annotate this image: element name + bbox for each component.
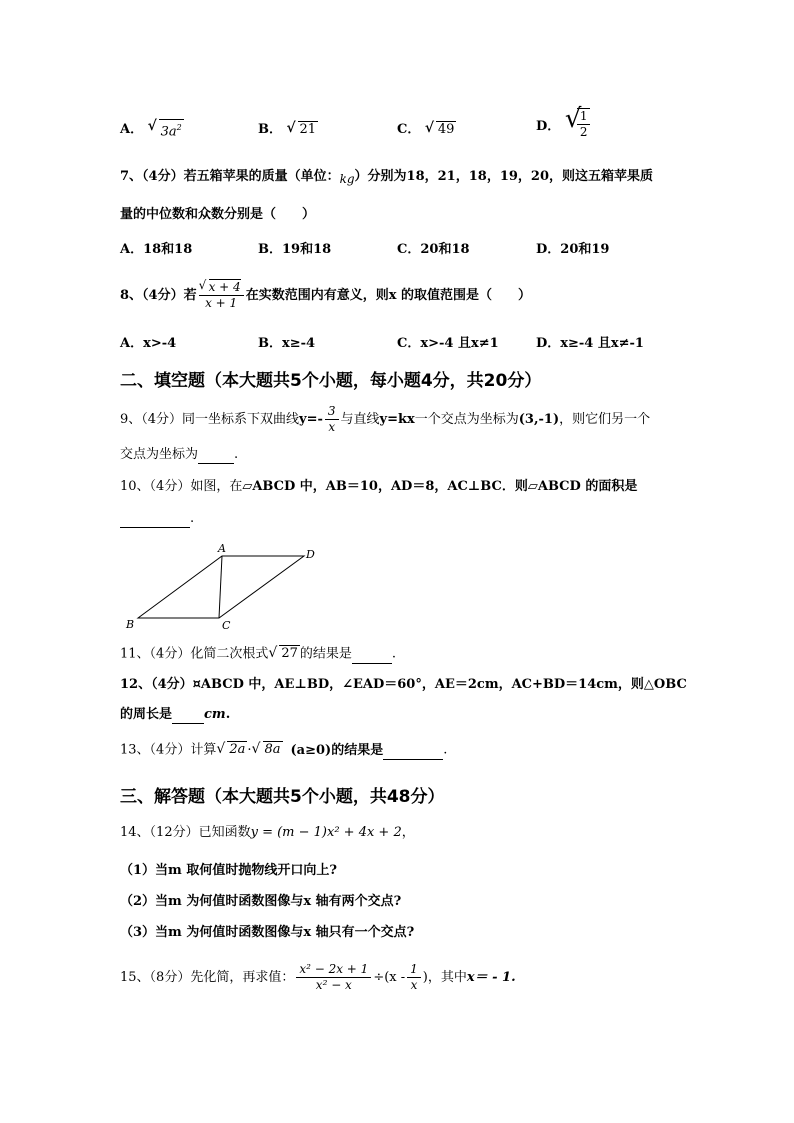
label-a: A [218,542,226,555]
q9-line2: 交点为坐标为 . [120,447,239,462]
q7-option-c: C．20和18 [397,242,470,257]
sqrt-49: √ 49 [424,120,455,137]
q8-line: 8、（4分）若 √ x + 4 x + 1 在实数范围内有意义，则x 的取值范围是（ ） [120,278,531,310]
q14-line: 14、（12分）已知函数y = (m − 1)x² + 4x + 2， [120,825,415,840]
label-c: C [222,619,231,632]
q12-line2: 的周长是 cm. [120,707,231,722]
q7-line1: 7、（4分）若五箱苹果的质量（单位：kg）分别为18，21，18，19，20，则这五箱苹果质 [120,169,654,186]
q14-function: y = (m − 1)x² + 4x + 2 [250,825,402,840]
q10-line2: . [120,510,194,528]
q10-answer-blank[interactable] [120,513,190,528]
q6-option-d: D． √ $\frac{1}{2}$ [536,108,592,140]
q12-line1: 12、（4分）¤ABCD 中，AE⊥BD，∠EAD＝60°，AE＝2cm，AC+BD＝14cm，则△OBC [120,677,687,692]
q14-item-2: （2）当m 为何值时函数图像与x 轴有两个交点? [120,894,402,909]
q7-option-a: A．18和18 [120,242,193,257]
sqrt-3a2: √ $3a^2$ [147,117,182,140]
q7-option-d: D．20和19 [536,242,610,257]
sqrt-21: √ 21 [286,120,317,137]
q13-answer-blank[interactable] [383,745,443,760]
segment-ac [219,556,222,618]
q8-option-d: D．x≥-4 且x≠-1 [536,336,644,351]
q6-option-b: B． √ 21 [258,120,317,137]
q11-line: 11、（4分）化简二次根式 √ 27 的结果是 . [120,645,397,662]
q10-line1: 10、（4分）如图，在▱ABCD 中，AB＝10，AD＝8，AC⊥BC．则▱ABCD 的面积是 [120,479,638,494]
sqrt-2a: √ 2a [216,741,246,757]
q6-option-c: C． √ 49 [397,120,455,137]
sqrt-27: √ 27 [268,645,298,661]
section-fill-in-title: 二、填空题（本大题共5个小题，每小题4分，共20分） [120,371,542,391]
q9-line1: 9、（4分）同一坐标系下双曲线y=- $\frac{3}{x}$ 与直线y=kx一个交点为坐标为(3,-1)，则它们另一个 [120,404,651,434]
sqrt-half: √ $\frac{1}{2}$ [565,108,593,140]
q11-answer-blank[interactable] [352,649,392,664]
q13-line: 13、（4分）计算 √ 2a · √ 8a (a≥0)的结果是 . [120,741,448,758]
q8-option-b: B．x≥-4 [258,336,316,351]
q6-option-a: A． √ $3a^2$ [120,117,182,140]
sqrt-8a: √ 8a [251,741,281,757]
q14-item-1: （1）当m 取何值时抛物线开口向上? [120,863,337,878]
label-d: D [306,548,315,561]
q8-option-a: A．x>-4 [120,336,177,351]
section-solution-title: 三、解答题（本大题共5个小题，共48分） [120,787,445,807]
q14-item-3: （3）当m 为何值时函数图像与x 轴只有一个交点? [120,925,415,940]
q15-line: 15、（8分）先化简，再求值： $\frac{\text{x² − 2x + 1}}{\text{x² − x}}$ ÷(x - $\frac{1}{x}$ )，其中x＝ - 1. [120,962,516,992]
label-b: B [126,618,135,631]
q8-option-c: C．x>-4 且x≠1 [397,336,499,351]
q7-line2: 量的中位数和众数分别是（ ） [120,207,316,222]
q12-answer-blank[interactable] [172,709,204,724]
q9-answer-blank[interactable] [198,449,234,464]
q7-option-b: B．19和18 [258,242,332,257]
parallelogram-figure [118,540,328,635]
